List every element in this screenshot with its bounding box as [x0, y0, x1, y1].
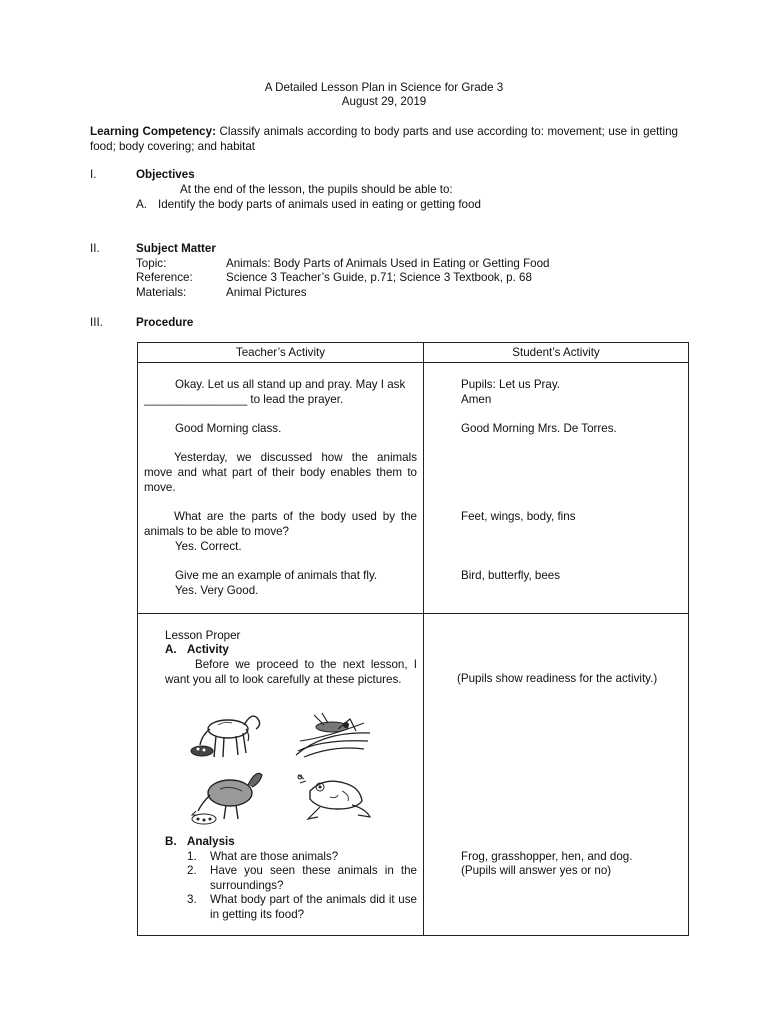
- student-fly-answer: Bird, butterfly, bees: [461, 569, 561, 582]
- analysis-item-text: Have you seen these animals in the surroundings?: [210, 864, 417, 892]
- objective-text: Identify the body parts of animals used in eating or getting food: [158, 198, 481, 211]
- subject-matter-numeral: II.: [90, 242, 100, 255]
- student-pray-line2: Amen: [461, 393, 492, 406]
- analysis-letter: B.: [165, 835, 177, 848]
- procedure-table: [137, 342, 689, 936]
- objectives-intro: At the end of the lesson, the pupils should be able to:: [180, 183, 453, 196]
- header-divider: [138, 362, 688, 363]
- competency-label: Learning Competency:: [90, 125, 216, 138]
- teacher-greeting: Good Morning class.: [175, 422, 282, 435]
- student-analysis-answer2: (Pupils will answer yes or no): [461, 864, 612, 877]
- materials-value: Animal Pictures: [226, 286, 307, 299]
- row-divider: [138, 613, 688, 614]
- activity-letter: A.: [165, 643, 177, 656]
- analysis-item-num: 3.: [187, 893, 197, 906]
- procedure-numeral: III.: [90, 316, 103, 329]
- subject-matter-heading: Subject Matter: [136, 242, 216, 255]
- teacher-pray-line1: Okay. Let us all stand up and pray. May I ask: [175, 378, 406, 391]
- learning-competency: [90, 124, 678, 154]
- objective-letter: A.: [136, 198, 147, 211]
- student-activity-header: Student’s Activity: [512, 346, 600, 359]
- activity-text: Before we proceed to the next lesson, I want you all to look carefully at these pictures.: [165, 658, 417, 686]
- frog-picture: [290, 769, 376, 821]
- teacher-fly-question: Give me an example of animals that fly.: [175, 569, 378, 582]
- procedure-heading: Procedure: [136, 316, 194, 329]
- competency-text: Classify animals according to body parts and use according to: movement; use in getting food; body covering; and habitat: [90, 125, 678, 153]
- grasshopper-picture: [294, 711, 372, 759]
- analysis-item-text: What are those animals?: [210, 850, 339, 863]
- teacher-fly-good: Yes. Very Good.: [175, 584, 259, 597]
- reference-value: Science 3 Teacher’s Guide, p.71; Science 3 Textbook, p. 68: [226, 271, 532, 284]
- student-activity-readiness: (Pupils show readiness for the activity.): [457, 672, 658, 685]
- dog-eating-picture: [188, 705, 266, 765]
- student-analysis-answer1: Frog, grasshopper, hen, and dog.: [461, 850, 633, 863]
- lesson-proper-heading: Lesson Proper: [165, 629, 241, 642]
- analysis-item-num: 2.: [187, 864, 197, 877]
- topic-label: Topic:: [136, 257, 167, 270]
- analysis-item-num: 1.: [187, 850, 197, 863]
- hen-eating-picture: [190, 767, 266, 827]
- teacher-parts-question: What are the parts of the body used by the animals to be able to move?: [144, 510, 417, 538]
- reference-label: Reference:: [136, 271, 193, 284]
- student-greeting: Good Morning Mrs. De Torres.: [461, 422, 617, 435]
- teacher-yesterday: Yesterday, we discussed how the animals move and what part of their body enables them to move.: [144, 451, 417, 494]
- activity-heading: Activity: [187, 643, 229, 656]
- analysis-heading: Analysis: [187, 835, 235, 848]
- column-divider: [423, 343, 424, 935]
- document-date: August 29, 2019: [341, 95, 427, 108]
- document-title: A Detailed Lesson Plan in Science for Grade 3: [264, 81, 504, 94]
- objectives-heading: Objectives: [136, 168, 195, 181]
- teacher-pray-line2: ________________ to lead the prayer.: [144, 393, 344, 406]
- teacher-parts-correct: Yes. Correct.: [175, 540, 242, 553]
- student-pray-line1: Pupils: Let us Pray.: [461, 378, 561, 391]
- teacher-activity-header: Teacher’s Activity: [235, 346, 326, 359]
- student-parts-answer: Feet, wings, body, fins: [461, 510, 576, 523]
- analysis-item-text: What body part of the animals did it use in getting its food?: [210, 893, 417, 921]
- topic-value: Animals: Body Parts of Animals Used in Eating or Getting Food: [226, 257, 550, 270]
- objectives-numeral: I.: [90, 168, 97, 181]
- materials-label: Materials:: [136, 286, 187, 299]
